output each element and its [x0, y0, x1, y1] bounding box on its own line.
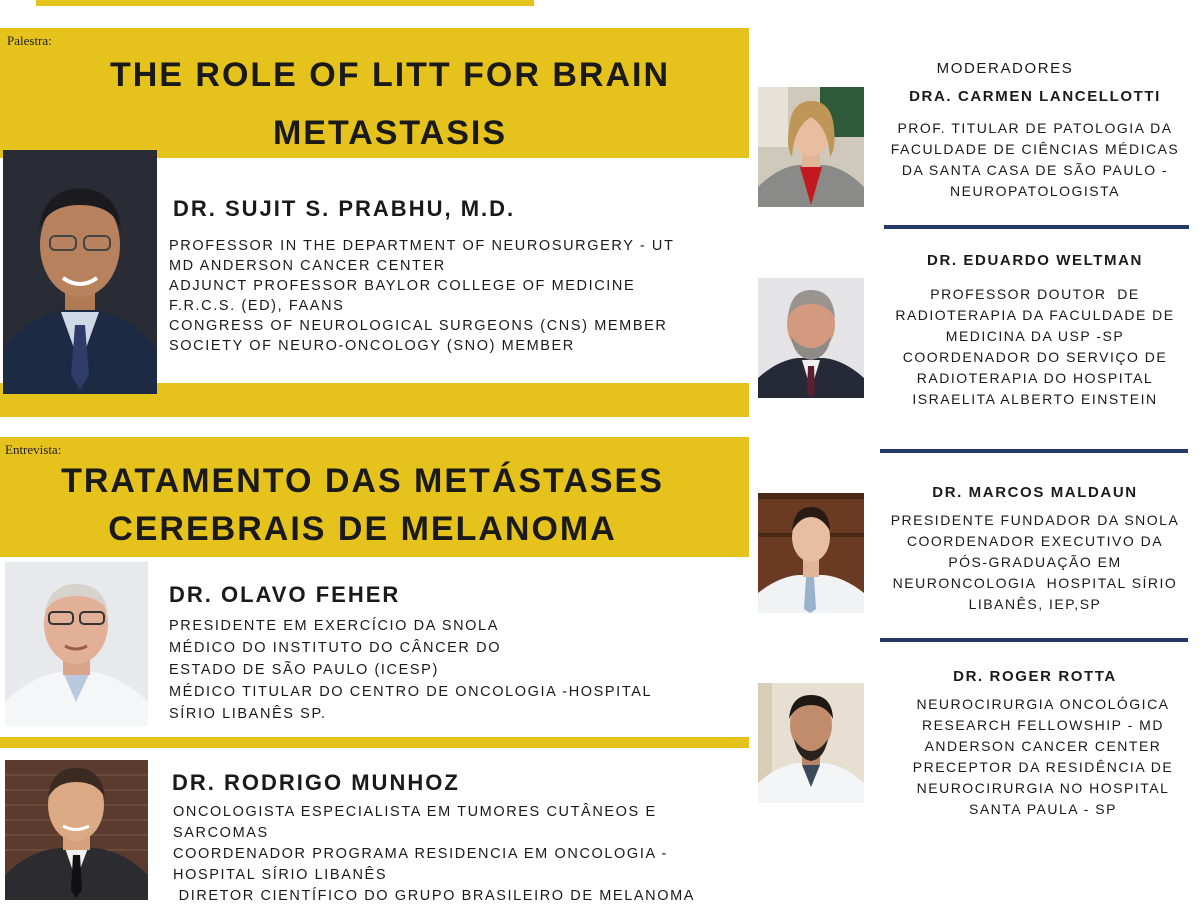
bio-line: NEUROCIRURGIA NO HOSPITAL [916, 780, 1170, 796]
moderator-photo-rotta [758, 683, 864, 803]
entrevista-tag: Entrevista: [5, 442, 62, 457]
bio-line: SOCIETY OF NEURO-ONCOLOGY (SNO) MEMBER [169, 338, 575, 354]
speaker-bio-munhoz [173, 802, 695, 907]
bio-line: ONCOLOGISTA ESPECIALISTA EM TUMORES CUTÂNEOS E [173, 804, 657, 820]
moderator-photo-weltman [758, 278, 864, 398]
moderator-photo-maldaun [758, 493, 864, 613]
moderator-name-maldaun: DR. MARCOS MALDAUN [932, 484, 1138, 501]
palestra-title-line-1: THE ROLE OF LITT FOR BRAIN [109, 56, 671, 94]
entrevista-title-line-2: CEREBRAIS DE MELANOMA [108, 510, 617, 548]
moderator-divider-1 [884, 225, 1189, 229]
bio-line: HOSPITAL SÍRIO LIBANÊS [173, 867, 388, 883]
entrevista-divider-band [0, 737, 749, 748]
bio-line: PROFESSOR IN THE DEPARTMENT OF NEUROSURGERY - UT [169, 238, 675, 254]
bio-line: F.R.C.S. (ED), FAANS [169, 298, 345, 314]
moderator-photo-lancellotti [758, 87, 864, 207]
bio-line: DIRETOR CIENTÍFICO DO GRUPO BRASILEIRO DE MELANOMA [173, 888, 696, 904]
bio-line: ANDERSON CANCER CENTER [924, 738, 1162, 754]
speaker-bio-prabhu [169, 236, 674, 356]
moderator-divider-3 [880, 638, 1188, 642]
moderator-name-lancellotti: DRA. CARMEN LANCELLOTTI [909, 88, 1161, 105]
top-accent-bar [36, 0, 534, 6]
speaker-name-munhoz: DR. RODRIGO MUNHOZ [172, 770, 460, 795]
bio-line: MEDICINA DA USP -SP [945, 328, 1125, 344]
bio-line: NEURONCOLOGIA HOSPITAL SÍRIO [892, 575, 1178, 591]
bio-line: MÉDICO DO INSTITUTO DO CÂNCER DO [169, 640, 502, 656]
bio-line: RADIOTERAPIA DO HOSPITAL [916, 370, 1154, 386]
bio-line: PÓS-GRADUAÇÃO EM [948, 554, 1122, 570]
bio-line: NEUROCIRURGIA ONCOLÓGICA [916, 696, 1170, 712]
entrevista-title-line-1: TRATAMENTO DAS METÁSTASES [61, 462, 664, 500]
speaker-photo-feher [5, 562, 148, 726]
bio-line: NEUROPATOLOGISTA [950, 183, 1120, 199]
moderators-heading: MODERADORES [936, 60, 1074, 77]
bio-line: ESTADO DE SÃO PAULO (ICESP) [169, 662, 439, 678]
palestra-tag: Palestra: [7, 33, 52, 48]
bio-line: PRECEPTOR DA RESIDÊNCIA DE [912, 759, 1174, 775]
bio-line: PROF. TITULAR DE PATOLOGIA DA [897, 120, 1173, 136]
speaker-name-feher: DR. OLAVO FEHER [169, 582, 401, 607]
bio-line: RADIOTERAPIA DA FACULDADE DE [895, 307, 1175, 323]
speaker-bio-feher [169, 615, 652, 725]
bio-line: PROFESSOR DOUTOR DE [930, 286, 1140, 302]
speaker-name-prabhu: DR. SUJIT S. PRABHU, M.D. [173, 196, 516, 221]
bio-line: SANTA PAULA - SP [969, 801, 1117, 817]
bio-line: FACULDADE DE CIÊNCIAS MÉDICAS [890, 141, 1180, 157]
bio-line: MÉDICO TITULAR DO CENTRO DE ONCOLOGIA -HOSPITAL [169, 684, 653, 700]
bio-line: SÍRIO LIBANÊS SP. [169, 706, 327, 722]
bio-line: LIBANÊS, IEP,SP [968, 596, 1102, 612]
bio-line: ADJUNCT PROFESSOR BAYLOR COLLEGE OF MEDICINE [169, 278, 636, 294]
bio-line: PRESIDENTE FUNDADOR DA SNOLA [890, 512, 1180, 528]
bio-line: DA SANTA CASA DE SÃO PAULO - [901, 162, 1169, 178]
speaker-photo-prabhu [3, 150, 157, 394]
entrevista-title [0, 456, 725, 554]
bio-line: COORDENADOR DO SERVIÇO DE [902, 349, 1168, 365]
moderator-bio-rotta [888, 694, 1198, 820]
bio-line: RESEARCH FELLOWSHIP - MD [922, 717, 1164, 733]
bio-line: COORDENADOR PROGRAMA RESIDENCIA EM ONCOLOGIA - [173, 846, 668, 862]
moderator-bio-maldaun [872, 510, 1198, 615]
moderator-name-weltman: DR. EDUARDO WELTMAN [927, 252, 1143, 269]
palestra-title-line-2: METASTASIS [272, 114, 508, 152]
moderator-divider-2 [880, 449, 1188, 453]
bio-line: SARCOMAS [173, 825, 269, 841]
moderator-bio-weltman [872, 284, 1198, 410]
bio-line: ISRAELITA ALBERTO EINSTEIN [912, 391, 1158, 407]
bio-line: COORDENADOR EXECUTIVO DA [906, 533, 1164, 549]
bio-line: PRESIDENTE EM EXERCÍCIO DA SNOLA [169, 618, 499, 634]
moderator-bio-lancellotti [880, 118, 1190, 202]
bio-line: CONGRESS OF NEUROLOGICAL SURGEONS (CNS) MEMBER [169, 318, 668, 334]
speaker-photo-munhoz [5, 760, 148, 900]
bio-line: MD ANDERSON CANCER CENTER [169, 258, 446, 274]
moderator-name-rotta: DR. ROGER ROTTA [953, 668, 1117, 685]
palestra-title [20, 50, 760, 158]
